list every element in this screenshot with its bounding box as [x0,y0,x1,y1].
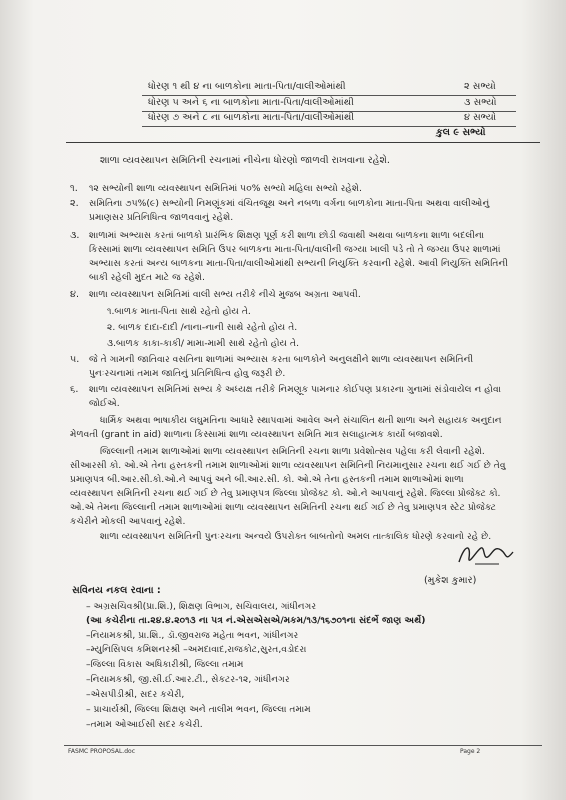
point-number: ૨. [70,198,79,209]
copy-item: (આ કચેરીના તા.૨૪.૪.૨૦૧૩ ના પત્ર નં.એસએસએ/મકમ/૧૩/૧૬૭૦૧ના સંદર્ભે જાણ અર્થે) [86,615,426,626]
composition-row-label: ધોરણ ૭ અને ૮ ના બાળકોના માતા-પિતા/વાલીઓમાંથી [148,112,355,123]
paragraph-line: વ્યવસ્થાપન સમિતિની રચના થઈ ગઈ છે તેવુ પ્રમાણપત્ર જિલ્લા પ્રોજેક્ટ કો. ઓ.ને આપવાનું રહેશે. જિલ્લા પ્રોજેક્ટ કો. [70,488,501,499]
copy-item: – પ્રાચાર્યશ્રી, જિલ્લા શિક્ષણ અને તાલીમ ભવન, જિલ્લા તમામ [86,704,311,715]
copy-item: –તમામ ઓઆઈસી સદર કચેરી. [86,719,203,730]
table-rule [142,95,516,96]
composition-row-label: ધોરણ ૧ થી ૪ ના બાળકોના માતા-પિતા/વાલીઓમાંથી [148,81,346,92]
point-number: ૩. [70,230,80,241]
paragraph-line: પ્રમાણપત્ર બી.આર.સી.કો.ઓ.ને આપવું અને બી.આર.સી. કો. ઓ.એ તેના હસ્તકની તમામ શાળાઓમાં શાળા [70,474,464,485]
priority-item: ૧.બાળક માતા-પિતા સાથે રહેતો હોય તે. [107,306,251,317]
point-line: શાળા વ્યવસ્થાપન સમિતિમાં વાલી સભ્ય તરીકે નીચે મુજબ અગ્રતા આપવી. [89,289,361,300]
signatory-name: (મુકેશ કુમાર) [424,575,477,586]
paragraph-line: જિલ્લાની તમામ શાળાઓમાં શાળા વ્યવસ્થાપન સમિતિની રચના શાળા પ્રવેશોત્સવ પહેલા કરી લેવાની રહેશે. [100,446,485,457]
point-number: ૬. [70,384,79,395]
paragraph-line: ઓ.એ તેમના જિલ્લાની તમામ શાળાઓમાં શાળા વ્યવસ્થાપન સમિતિની રચના થઈ ગઈ છે તેવુ પ્રમાણપત્ર સ્ટેટ પ્રોજેક્ટ [70,502,497,513]
copy-item: – અગ્રસચિવશ્રી(પ્રા.શિ.), શિક્ષણ વિભાગ, સચિવાલય, ગાંધીનગર [86,601,317,612]
copy-item: –નિયામકશ્રી, પ્રા.શિ., ડૉ.જીવરાજ મહેતા ભવન, ગાંધીનગર [86,630,299,641]
point-line: પ્રમાણસર પ્રતિનિધિત્વ જાળવવાનું રહેશે. [89,212,234,223]
copy-item: –એસપીડીશ્રી, સદર કચેરી, [86,689,185,700]
copy-item: –નિયામકશ્રી, જી.સી.ઈ.આર.ટી., સેકટર-૧૨, ગાંધીનગર [86,674,290,685]
point-line: અભ્યાસ કરતાં અન્ય બાળકના માતા-પિતા/વાલીઓમાંથી સભ્યની નિયુક્તિ કરવાની રહેશે. આવી નિયુક્તિ સમિતિની [89,258,508,269]
point-number: ૫. [70,354,80,365]
point-line: શાળા વ્યવસ્થાપન સમિતિમાં સભ્ય કે અધ્યક્ષ તરીકે નિમણૂક પામનાર કોઈપણ પ્રકારના ગુનામાં સંડોવાયેલ ન હોવા [89,384,502,395]
point-line: પુનઃરચનામાં તમામ જાતિનું પ્રતિનિધિત્વ હોવુ જરૂરી છે. [89,368,286,379]
priority-item: ૨. બાળક દાદા-દાદી /નાના-નાની સાથે રહેતો હોય તે. [107,322,298,333]
point-number: ૪. [70,289,79,300]
paragraph-line: કચેરીને મોકલી આપવાનું રહેશે. [70,516,186,527]
point-number: ૧. [70,183,78,194]
point-line: શાળામાં અભ્યાસ કરતાં બાળકો પ્રારંભિક શિક્ષણ પૂર્ણ કરી શાળા છોડી જવાથી અથવા બાળકના શાળા બદલીના [89,230,485,241]
footer-page: Page 2 [460,748,481,755]
paragraph-line: મેળવતી (grant in aid) શાળાના કિસ્સામાં શાળા વ્યવસ્થાપન સમિતિ માત્ર સલાહાત્મક કાર્યો બજાવશે. [70,429,443,440]
priority-item: ૩.બાળક કાકા-કાકી/ મામા-મામી સાથે રહેતો હોય તે. [107,338,299,349]
footer-rule [64,745,542,746]
composition-row-label: ધોરણ ૫ અને ૬ ના બાળકોના માતા-પિતા/વાલીઓમાંથી [148,97,354,108]
copy-item: –મ્યુનિસિપલ કમિશનરશ્રી –અમદાવાદ,રાજકોટ,સુરત,વડોદરા [86,644,307,655]
section-divider [66,142,540,143]
point-line: કિસ્સામાં શાળા વ્યવસ્થાપન સમિતિ ઉપર બાળકના માતા-પિતા/વાલીની જગ્યા ખાલી પડે તો તે જગ્યા ઉપર શાળામાં [89,244,501,255]
copy-heading: સવિનય નકલ રવાના : [72,585,161,596]
point-line: જોઈએ. [89,398,120,409]
point-line: સમિતિના ૭૫%(૯) સભ્યોની નિમણૂંકમાં વંચિતજૂથ અને નબળા વર્ગના બાળકોના માતા-પિતા અથવા વાલીઓનું [89,198,490,209]
paragraph-line: ધાર્મિક અથવા ભાષાકીય લઘુમતિના આધારે સ્થાપવામાં આવેલ અને સંચાલિત થતી શાળા અને સહાયક અનુદાન [100,415,502,426]
paragraph-line: સીઆરસી કો. ઓ.એ તેના હસ્તકની તમામ શાળાઓમાં શાળા વ્યવસ્થાપન સમિતિની નિયમાનુસાર રચના થઈ ગઈ છે તેવુ [70,460,506,471]
signature-scribble [455,540,515,570]
composition-row-count: ૨ સભ્યો [464,81,496,92]
copy-item: –જિલ્લા વિકાસ અધિકારીશ્રી, જિલ્લા તમામ [86,659,244,670]
intro-text: શાળા વ્યવસ્થાપન સમિતિની રચનામાં નીચેના ધોરણો જાળવી રાખવાના રહેશે. [100,155,390,166]
footer-filename: FASMC PROPOSAL.doc [68,748,135,755]
paragraph-line: શાળા વ્યવસ્થાપન સમિતિની પુનઃરચના અન્વયે ઉપરોક્ત બાબતોનો અમલ તાત્કાલિક ધોરણે કરવાનો રહે છે. [100,531,492,542]
composition-row-count: ૩ સભ્યો [464,97,497,108]
composition-row-count: ૪ સભ્યો [464,112,497,123]
point-line: જે તે ગામની જાતિવાર વસતિના શાળામાં અભ્યાસ કરતા બાળકોને અનુલક્ષીને શાળા વ્યવસ્થાપન સમિતિની [89,354,474,365]
point-line: ૧૨ સભ્યોની શાળા વ્યવસ્થાપન સમિતિમાં ૫૦% સભ્યો મહિલા સભ્યો રહેશે. [89,183,362,194]
point-line: બાકી રહેલી મુદત માટે જ રહેશે. [89,272,205,283]
composition-total: કુલ ૯ સભ્યો [436,127,486,138]
